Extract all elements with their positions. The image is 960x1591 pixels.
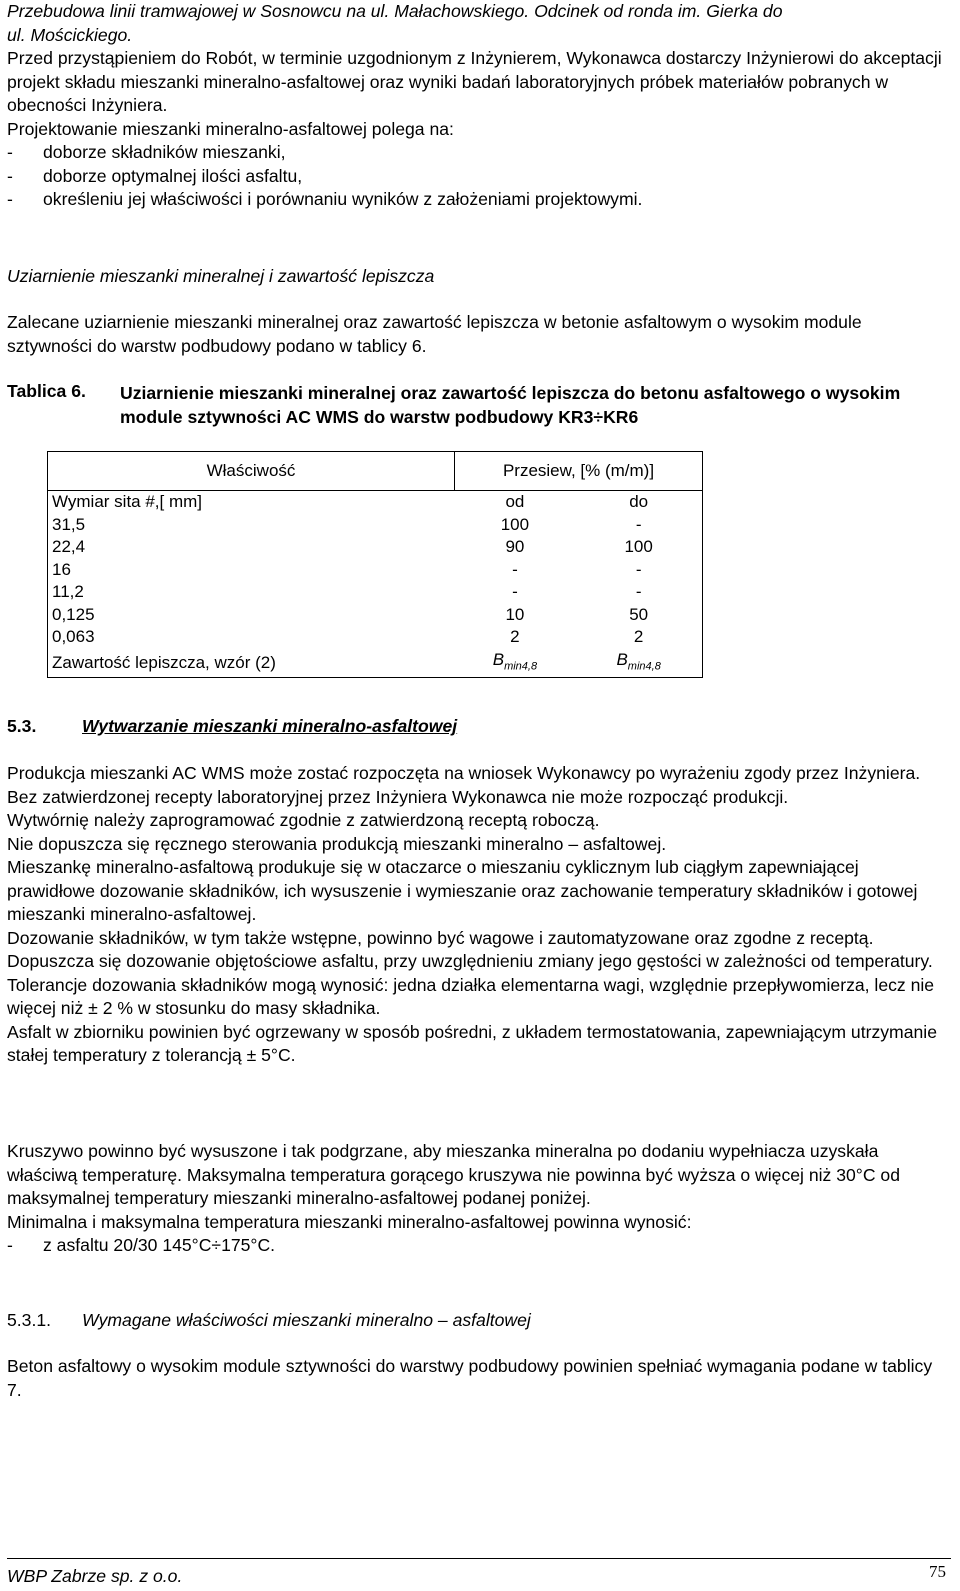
cell-to: [575, 649, 702, 678]
paragraph: Bez zatwierdzonej recepty laboratoryjnej przez Inżyniera Wykonawca nie może rozpocząć produkcji.: [7, 786, 789, 807]
temperature-list: [7, 1234, 951, 1258]
footer-divider: [7, 1558, 951, 1559]
binder-symbol: [492, 649, 538, 672]
cell-property: 0,063: [52, 627, 95, 646]
list-dash: -: [7, 1235, 13, 1255]
document-title-line-1: Przebudowa linii tramwajowej w Sosnowcu na ul. Małachowskiego. Odcinek od ronda im. Gierka do: [7, 1, 783, 21]
cell-to: -: [635, 582, 642, 601]
paragraph: Asfalt w zbiorniku powinien być ogrzewany w sposób pośredni, z układem termostatowania, zapewniającym utrzymanie stałej temperatury z tolerancją ± 5°C.: [7, 1021, 937, 1065]
page-header: [7, 0, 951, 212]
header-property: Właściwość: [48, 452, 455, 491]
binder-subscript: min4,8: [504, 659, 538, 672]
binder-subscript: min4,8: [627, 659, 661, 672]
cell-from: 10: [505, 604, 525, 624]
aggregate-text: [7, 1140, 951, 1258]
cell-property: Zawartość lepiszcza, wzór (2): [52, 652, 276, 672]
cell-property: 22,4: [52, 537, 86, 556]
section-number: 5.3.1.: [7, 1310, 52, 1330]
page-number: 75: [929, 1562, 946, 1581]
cell-to: -: [635, 514, 642, 534]
table-row: [48, 559, 703, 582]
list-item: [7, 1234, 951, 1258]
document-title-line-2: ul. Mościckiego.: [7, 24, 133, 45]
table-row: [48, 581, 703, 604]
cell-property: 11,2: [52, 582, 84, 601]
paragraph: Dozowanie składników, w tym także wstępne, powinno być wagowe i zautomatyzowane oraz zgodne z receptą. Dopuszcza się dozowanie objętościowe asfaltu, przy uwzględnieniu zmiany jego gęstości w zależności od temperatury.: [7, 927, 933, 971]
table-row: [48, 604, 703, 627]
cell-to: 100: [624, 537, 653, 556]
binder-letter: B: [492, 649, 505, 669]
cell-to: 2: [633, 627, 644, 646]
table-row: [48, 626, 703, 649]
section-title: Wytwarzanie mieszanki mineralno-asfaltowej: [82, 716, 458, 736]
table-row: [48, 536, 703, 559]
list-item-text: doborze składników mieszanki,: [43, 142, 286, 162]
cell-property: 0,125: [52, 604, 95, 624]
paragraph: Wytwórnię należy zaprogramować zgodnie z zatwierdzoną receptą roboczą.: [7, 810, 600, 830]
cell-property: 16: [52, 559, 71, 579]
table-intro-paragraph: Zalecane uziarnienie mieszanki mineralnej oraz zawartość lepiszcza w betonie asfaltowym o wysokim module sztywności do warstw podbudowy podano w tablicy 6.: [7, 312, 862, 356]
paragraph: Mieszankę mineralno-asfaltową produkuje się w otaczarce o mieszaniu cyklicznym lub ciągłym zapewniającej prawidłowe dozowanie składników, ich wysuszenie i wymieszanie oraz zachowanie temperatury składników i gotowej mieszanki mineralno-asfaltowej.: [7, 857, 918, 924]
paragraph: Minimalna i maksymalna temperatura mieszanki mineralno-asfaltowej powinna wynosić:: [7, 1211, 692, 1232]
table-caption: [7, 381, 951, 429]
table-caption-label: Tablica 6.: [7, 381, 86, 401]
list-dash: -: [7, 142, 13, 162]
binder-symbol: [616, 649, 661, 672]
section-number: 5.3.: [7, 716, 37, 736]
section-5-3-heading: [7, 714, 457, 738]
paragraph: Produkcja mieszanki AC WMS może zostać rozpoczęta na wniosek Wykonawcy po wyrażeniu zgody przez Inżyniera.: [7, 763, 921, 783]
cell-from: 100: [500, 514, 530, 534]
header-passing: Przesiew, [% (m/m)]: [455, 452, 703, 491]
table-row-binder: [48, 649, 703, 678]
list-item: [7, 188, 951, 212]
cell-to: do: [629, 492, 649, 511]
paragraph: Tolerancje dozowania składników mogą wynosić: jedna działka elementarna wagi, względnie przepływomierza, lecz nie więcej niż ± 2 % w stosunku do masy składnika.: [7, 974, 935, 1018]
cell-from: -: [512, 559, 518, 579]
requirements-paragraph: Beton asfaltowy o wysokim module sztywności do warstwy podbudowy powinien spełniać wymagania podane w tablicy 7.: [7, 1356, 933, 1400]
list-item: [7, 141, 951, 165]
cell-from: od: [505, 492, 525, 511]
section-title: Wymagane właściwości mieszanki mineralno – asfaltowej: [82, 1310, 531, 1330]
list-item-text: doborze optymalnej ilości asfaltu,: [43, 165, 303, 186]
list-dash: -: [7, 189, 13, 209]
list-dash: -: [7, 165, 13, 186]
cell-to: -: [635, 559, 642, 579]
table-row: [48, 514, 703, 537]
cell-from: [455, 649, 576, 678]
list-item-text: określeniu jej właściwości i porównaniu wyników z założeniami projektowymi.: [43, 189, 643, 209]
section-5-3-1-heading: [7, 1308, 531, 1332]
table-body: [48, 491, 703, 678]
table-row: [48, 491, 703, 514]
cell-property: Wymiar sita #,[ mm]: [52, 492, 203, 511]
cell-from: -: [512, 582, 518, 601]
cell-from: 2: [510, 627, 520, 646]
cell-from: 90: [505, 537, 525, 556]
subheading-grading: Uziarnienie mieszanki mineralnej i zawartość lepiszcza: [7, 266, 435, 286]
binder-letter: B: [616, 649, 628, 669]
design-list: [7, 141, 951, 212]
production-text: [7, 762, 951, 1068]
cell-property: 31,5: [52, 514, 86, 534]
footer-company: WBP Zabrze sp. z o.o.: [7, 1566, 183, 1586]
cell-to: 50: [629, 604, 649, 624]
list-item: [7, 165, 951, 189]
paragraph: Kruszywo powinno być wysuszone i tak podgrzane, aby mieszanka mineralna po dodaniu wypełniacza uzyskała właściwą temperaturę. Maksymalna temperatura gorącego kruszywa nie powinna być wyższa o więcej niż 30°C od maksymalnej temperatury mieszanki mineralno-asfaltowej podanej poniżej.: [7, 1141, 900, 1208]
grading-table: [47, 451, 703, 678]
table-caption-text: Uziarnienie mieszanki mineralnej oraz zawartość lepiszcza do betonu asfaltowego o wysokim module sztywności AC WMS do warstw podbudowy KR3÷KR6: [120, 383, 901, 427]
list-item-text: z asfaltu 20/30 145°C÷175°C.: [43, 1235, 276, 1255]
paragraph: Nie dopuszcza się ręcznego sterowania produkcją mieszanki mineralno – asfaltowej.: [7, 833, 667, 854]
intro-paragraph: Przed przystąpieniem do Robót, w terminie uzgodnionym z Inżynierem, Wykonawca dostarczy Inżynierowi do akceptacji projekt składu mieszanki mineralno-asfaltowej oraz wyniki badań laboratoryjnych próbek materiałów pobranych w obecności Inżyniera.: [7, 48, 942, 115]
table-header-row: [48, 452, 703, 491]
design-paragraph: Projektowanie mieszanki mineralno-asfaltowej polega na:: [7, 118, 454, 139]
